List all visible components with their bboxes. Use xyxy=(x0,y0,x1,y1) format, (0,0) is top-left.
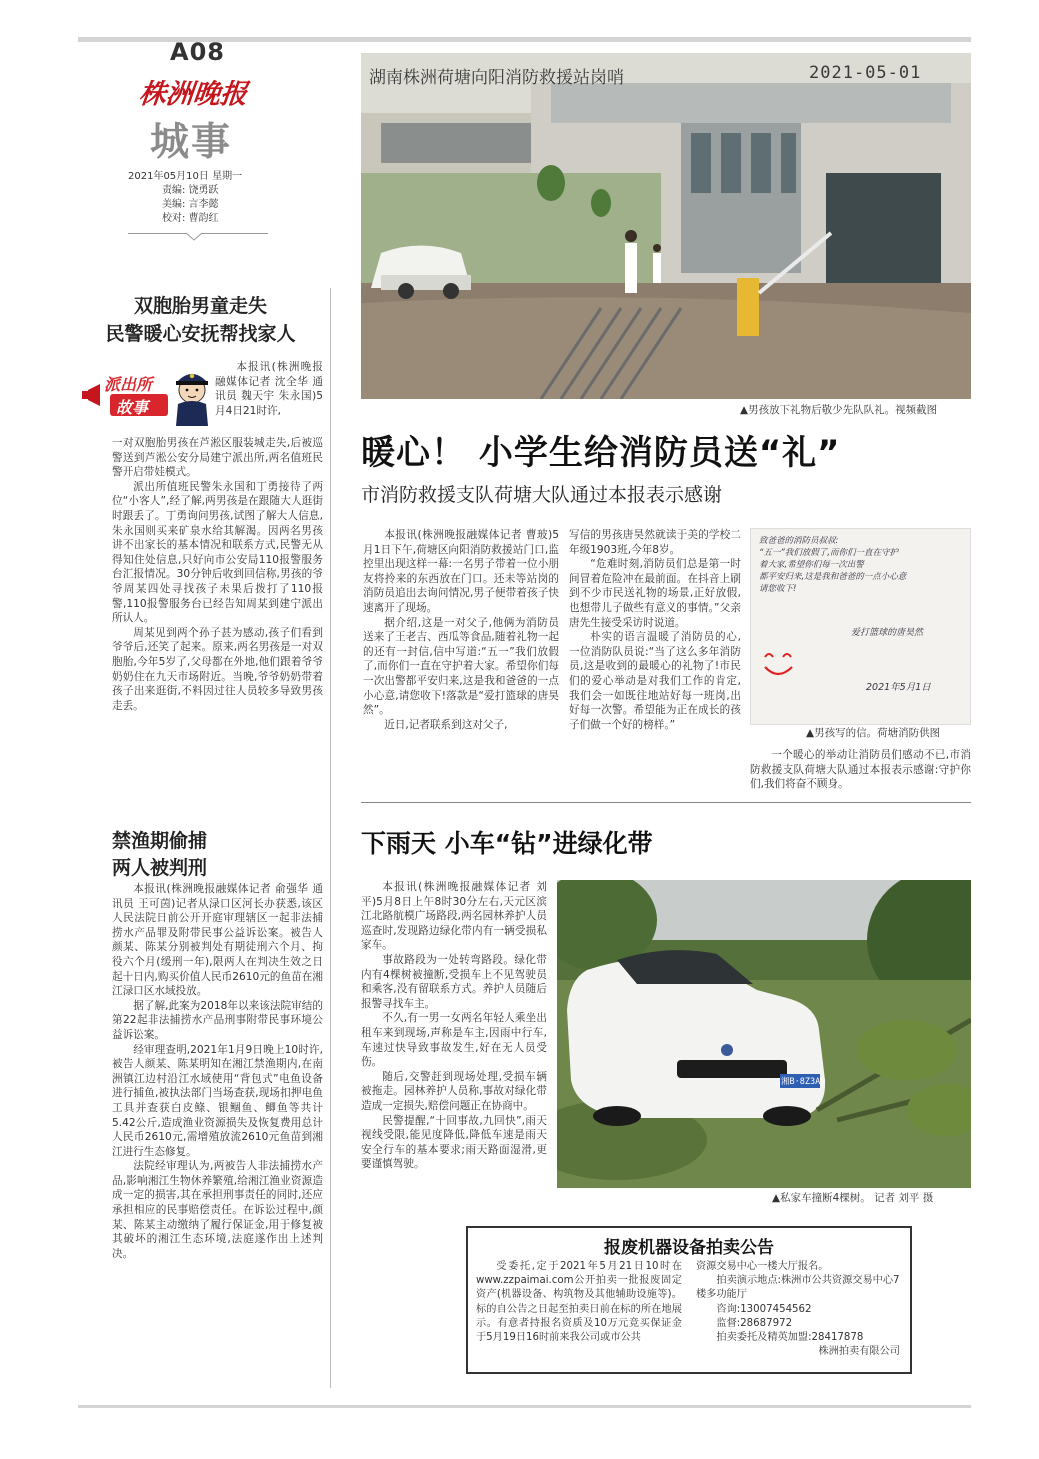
story3-col2 xyxy=(569,528,741,732)
notice-right-line: 咨询:13007454562 xyxy=(716,1303,812,1315)
letter-text xyxy=(759,535,964,595)
auction-notice xyxy=(466,1226,912,1374)
notice-right-line: 拍卖委托及精英加盟:28417878 xyxy=(716,1332,864,1344)
story1-lead: 本报讯(株洲晚报融媒体记者 沈全华 通讯员 魏天宇 朱永国)5月4日21时许, xyxy=(215,361,323,417)
issue-designer: 美编: 言李懿 xyxy=(162,199,219,210)
story3-paragraph: 本报讯(株洲晚报融媒体记者 曹玻)5月1日下午,荷塘区向阳消防救援站门口,监控里出现这样一幕:一名男子带着一位小朋友将拎来的东西放在门口。还未等站岗的消防员追出去询问情况,男子便带着孩子快速离开了现场。 xyxy=(363,529,559,614)
story2-title-line2: 两人被判刑 xyxy=(112,857,208,879)
issue-info xyxy=(128,170,278,226)
masthead-text: 株洲晚报 xyxy=(137,79,249,110)
story3-col3 xyxy=(750,748,971,792)
letter-line: 都平安归来,这是我和爸爸的一点小心意 xyxy=(759,572,907,582)
story1-paragraph: 一对双胞胎男孩在芦淞区服装城走失,后被巡警送到芦淞公安分局建宁派出所,两名值班民警开启带娃模式。 xyxy=(112,437,323,479)
story3-paragraph: 一个暖心的举动让消防员们感动不已,市消防救援支队荷塘大队通过本报表示感谢:守护你们,我们将奋不顾身。 xyxy=(750,749,971,791)
story2-paragraph: 据了解,此案为2018年以来该法院审结的第22起非法捕捞水产品刑事附带民事环境公益诉讼案。 xyxy=(112,999,323,1041)
badge-top-text: 派出所 xyxy=(104,375,153,394)
letter-date: 2021年5月1日 xyxy=(866,682,931,693)
story4-paragraph: 本报讯(株洲晚报融媒体记者 刘平)5月8日上午8时30分左右,天元区滨江北路航模广场路段,两名园林养护人员巡查时,发现路边绿化带内有一辆受损私家车。 xyxy=(361,881,547,952)
masthead-logo xyxy=(128,80,258,110)
story1-body xyxy=(112,436,323,713)
section-title: 城事 xyxy=(150,119,233,165)
story3-paragraph: 写信的男孩唐昊然就读于美的学校二年级1903班,今年8岁。 xyxy=(569,529,741,556)
notice-company: 株洲拍卖有限公司 xyxy=(818,1346,900,1358)
smiley-icon xyxy=(759,647,799,683)
story1-title-line1: 双胞胎男童走失 xyxy=(133,295,267,317)
notice-right-line: 拍卖演示地点:株洲市公共资源交易中心7楼多功能厅 xyxy=(696,1275,900,1301)
chevron-down-icon xyxy=(184,232,204,242)
story1-title-line2: 民警暖心安抚帮找家人 xyxy=(105,323,296,345)
issue-editor: 责编: 饶勇跃 xyxy=(162,185,219,196)
story2-paragraph: 本报讯(株洲晚报融媒体记者 俞强华 通讯员 王可茵)记者从渌口区河长办获悉,该区人民法院日前公开开庭审理辖区一起非法捕捞水产品罪及附带民事公益诉讼案。被告人颜某、陈某分别被判处有期徒刑六个月、拘役六个月(缓刑一年),限两人在判决生效之日起十日内,购买价值人民币2610元的鱼苗在湘江渌口区水域投放。 xyxy=(112,883,323,998)
story1-paragraph: 派出所值班民警朱永国和丁勇接待了两位“小客人”,经了解,两男孩是在跟随大人逛街时跟丢了。丁勇询问男孩,试图了解大人信息,朱永国则买来矿泉水给其解渴。因两名男孩讲不出家长的基本情况和联系方式,民警无从得知住处信息,只好向市公安局110报警服务台汇报情况。30分钟后收到回信称,男孩的爷爷周某四处寻找孩子未果后拨打了110报警,110报警服务台已经告知周某到建宁派出所认人。 xyxy=(112,480,323,625)
notice-left-text: 受委托,定于2021年5月21日10时在www.zzpaimai.com公开拍卖一批报废固定资产(机器设备、构筑物及其他辅助设施等)。标的自公告之日起至拍卖日前在标的所在地展示。有意者持报名资质及10万元竞买保证金于5月19日16时前来我公司或市公共 xyxy=(476,1261,682,1344)
story4-paragraph: 随后,交警赶到现场处理,受损车辆被拖走。园林养护人员称,事故对绿化带造成一定损失,赔偿问题正在协商中。 xyxy=(361,1070,547,1112)
story4-paragraph: 民警提醒,“十回事故,九回快”,雨天视线受限,能见度降低,降低车速是雨天安全行车的基本要求;雨天路面湿滑,更要谨慎驾驶。 xyxy=(361,1114,547,1171)
story2-title xyxy=(112,828,323,882)
letter-caption: ▲男孩写的信。荷塘消防供图 xyxy=(806,727,941,739)
top-photo xyxy=(361,53,971,399)
story1-title xyxy=(78,292,323,348)
story3-paragraph: “危难时刻,消防员们总是第一时间冒着危险冲在最前面。在抖音上刷到不少市民送礼物的场景,正好放假,也想带儿子做些有意义的事情。”父亲唐先生接受采访时说道。 xyxy=(569,558,741,629)
story3-paragraph: 据介绍,这是一对父子,他俩为消防员送来了王老吉、西瓜等食品,随着礼物一起的还有一封信,信中写道:“五一”我们放假了,而你们一直在守护着大家。希望你们每一次出警都平安归来,这是我和爸爸的一点小心意,请您收下!落款是“爱打篮球的唐昊然”。 xyxy=(363,616,559,717)
letter-line: 着大家,希望你们每一次出警 xyxy=(759,560,864,570)
story1-paragraph: 周某见到两个孙子甚为感动,孩子们看到爷爷后,还笑了起来。原来,两名男孩是一对双胞胎,今年5岁了,父母都在外地,他们跟着爷爷奶奶住在九天市场附近。当晚,爷爷奶奶带着孩子出来逛街,不料因过往人员较多导致男孩走丢。 xyxy=(112,626,323,712)
story4-headline: 下雨天 小车“钻”进绿化带 xyxy=(361,829,653,858)
story2-body xyxy=(112,882,323,1261)
story3-paragraph: 近日,记者联系到这对父子, xyxy=(384,718,508,731)
page-number: A08 xyxy=(170,38,225,66)
top-photo-caption: ▲男孩放下礼物后敬少先队队礼。视频截图 xyxy=(740,404,938,416)
car-scene xyxy=(557,880,971,1188)
story4-paragraph: 事故路段为一处转弯路段。绿化带内有4棵树被撞断,受损车上不见驾驶员和乘客,没有留联系方式。养护人员随后报警寻找车主。 xyxy=(361,953,547,1010)
story4-body xyxy=(361,880,547,1172)
story3-subhead: 市消防救援支队荷塘大队通过本报表示感谢 xyxy=(361,484,723,506)
story4-paragraph: 不久,有一男一女两名年轻人乘坐出租车来到现场,声称是车主,因雨中行车,车速过快导致事故发生,好在无人员受伤。 xyxy=(361,1012,547,1069)
fire-station-scene xyxy=(361,53,971,399)
notice-right-line: 监督:28687972 xyxy=(716,1317,793,1329)
letter-line: 请您收下! xyxy=(759,584,797,594)
notice-title: 报废机器设备拍卖公告 xyxy=(604,1238,774,1258)
issue-proofreader: 校对: 曹韵红 xyxy=(162,213,219,224)
column-divider xyxy=(330,288,331,1388)
story-divider xyxy=(361,802,971,803)
letter-line: 致爸爸的消防员叔叔: xyxy=(759,536,839,546)
badge-bottom-text: 故事 xyxy=(116,398,149,417)
car-photo-caption: ▲私家车撞断4棵树。 记者 刘平 摄 xyxy=(772,1192,934,1204)
story2-paragraph: 法院经审理认为,两被告人非法捕捞水产品,影响湘江生物休养繁殖,给湘江渔业资源造成一定的损害,其在承担刑事责任的同时,还应承担相应的民事赔偿责任。在诉讼过程中,颜某、陈某主动缴纳了履行保证金,用于修复被其破坏的湘江生态环境,法庭遂作出上述判决。 xyxy=(112,1160,323,1260)
license-plate: 湘B·8Z3A9 xyxy=(781,1077,826,1087)
car-photo xyxy=(557,880,971,1188)
story2-paragraph: 经审理查明,2021年1月9日晚上10时许,被告人颜某、陈某明知在湘江禁渔期内,在南洲镇江边村沿江水域使用“背包式”电鱼设备进行捕鱼,被执法部门当场查获,现场扣押电鱼工具并查获白皮鲦、银鲴鱼、鲫鱼等共计5.42公斤,造成渔业资源损失及恢复费用总计人民币2610元,需增殖放流2610元鱼苗到湘江进行生态修复。 xyxy=(112,1043,323,1158)
story2-title-line1: 禁渔期偷捕 xyxy=(112,830,208,852)
letter-line: “五一”我们放假了,而你们一直在守护 xyxy=(759,548,899,558)
cctv-label: 湖南株洲荷塘向阳消防救援站岗哨 xyxy=(369,68,624,88)
story3-col1 xyxy=(363,528,559,732)
bottom-rule xyxy=(78,1405,971,1408)
story3-paragraph: 朴实的语言温暖了消防员的心,一位消防队员说:“当了这么多年消防员,这是收到的最暖心的礼物了!市民们的爱心举动是对我们工作的肯定,我们会一如既往地站好每一班岗,出好每一次警。希望能为正在成长的孩子们做一个好的榜样。” xyxy=(569,631,741,731)
police-badge xyxy=(80,360,210,430)
notice-right-line: 资源交易中心一楼大厅报名。 xyxy=(696,1261,829,1272)
letter-photo xyxy=(750,528,971,725)
letter-signoff: 爱打篮球的唐昊然 xyxy=(851,628,924,638)
notice-right xyxy=(696,1260,908,1359)
story3-headline: 暖心！ 小学生给消防员送“礼” xyxy=(361,433,841,473)
issue-date: 2021年05月10日 星期一 xyxy=(128,171,243,182)
cctv-date: 2021-05-01 xyxy=(809,63,922,83)
